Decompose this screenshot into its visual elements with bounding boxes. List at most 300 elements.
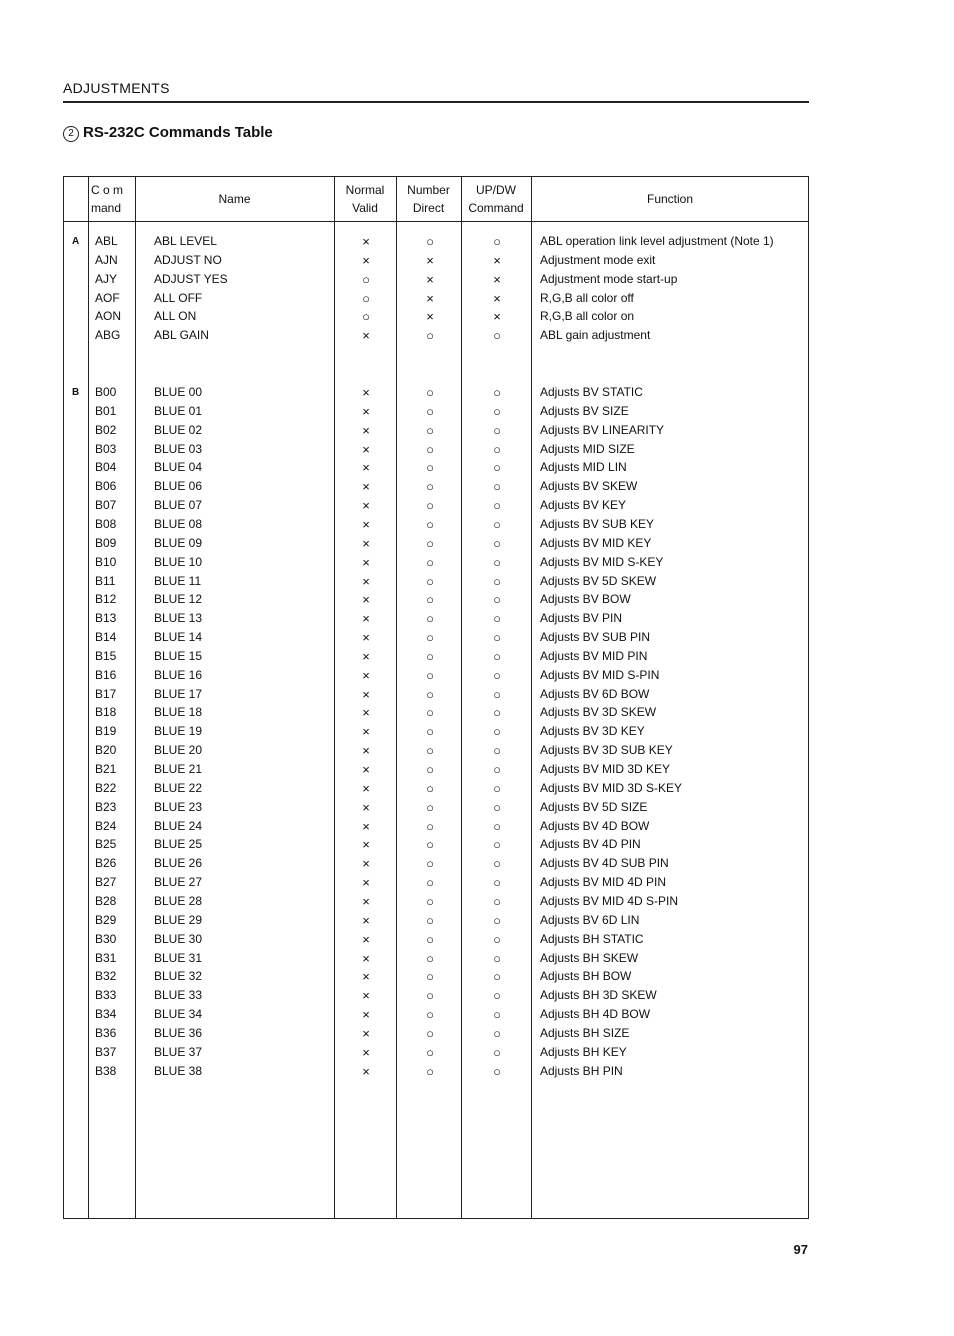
name-cell: BLUE 03 bbox=[154, 441, 203, 456]
command-cell: B27 bbox=[95, 875, 117, 890]
number-direct-cell: ○ bbox=[426, 856, 434, 872]
header-function: Function bbox=[646, 192, 694, 206]
name-cell: BLUE 19 bbox=[154, 724, 203, 739]
normal-valid-cell: × bbox=[362, 441, 370, 457]
command-cell: B10 bbox=[95, 554, 117, 569]
name-cell: BLUE 23 bbox=[154, 799, 203, 814]
command-cell: B23 bbox=[95, 799, 117, 814]
updw-cell: ○ bbox=[493, 686, 501, 702]
command-cell: B19 bbox=[95, 724, 117, 739]
number-direct-cell: ○ bbox=[426, 686, 434, 702]
table-row bbox=[64, 496, 808, 515]
number-direct-cell: ○ bbox=[426, 1007, 434, 1023]
header-normal-valid: Normal Valid bbox=[345, 183, 385, 215]
table-row bbox=[64, 986, 808, 1005]
function-cell: Adjusts BV KEY bbox=[540, 498, 627, 513]
table-row bbox=[64, 289, 808, 308]
function-cell: Adjusts BH KEY bbox=[540, 1044, 627, 1059]
table-row bbox=[64, 232, 808, 251]
command-cell: B06 bbox=[95, 479, 117, 494]
normal-valid-cell: × bbox=[362, 856, 370, 872]
number-direct-cell: ○ bbox=[426, 630, 434, 646]
table-row bbox=[64, 326, 808, 345]
function-cell: Adjusts BV 3D KEY bbox=[540, 724, 645, 739]
number-direct-cell: ○ bbox=[426, 893, 434, 909]
function-cell: Adjusts BH PIN bbox=[540, 1063, 623, 1078]
updw-cell: ○ bbox=[493, 705, 501, 721]
number-direct-cell: ○ bbox=[426, 422, 434, 438]
command-cell: B29 bbox=[95, 912, 117, 927]
normal-valid-cell: ○ bbox=[362, 309, 370, 325]
updw-cell: ○ bbox=[493, 1025, 501, 1041]
function-cell: Adjusts BV SKEW bbox=[540, 479, 638, 494]
normal-valid-cell: × bbox=[362, 1063, 370, 1079]
number-direct-cell: ○ bbox=[426, 912, 434, 928]
function-cell: Adjusts BV MID KEY bbox=[540, 535, 652, 550]
updw-cell: ○ bbox=[493, 498, 501, 514]
table-row bbox=[64, 383, 808, 402]
normal-valid-cell: × bbox=[362, 931, 370, 947]
number-direct-cell: ○ bbox=[426, 648, 434, 664]
updw-cell: ○ bbox=[493, 403, 501, 419]
function-cell: Adjusts BV PIN bbox=[540, 611, 623, 626]
normal-valid-cell: ○ bbox=[362, 271, 370, 287]
normal-valid-cell: × bbox=[362, 988, 370, 1004]
table-row bbox=[64, 760, 808, 779]
normal-valid-cell: × bbox=[362, 498, 370, 514]
table-row bbox=[64, 1005, 808, 1024]
name-cell: BLUE 16 bbox=[154, 667, 203, 682]
updw-cell: ○ bbox=[493, 837, 501, 853]
table-row bbox=[64, 835, 808, 854]
table-row bbox=[64, 892, 808, 911]
function-cell: Adjusts BV 5D SKEW bbox=[540, 573, 657, 588]
name-cell: BLUE 15 bbox=[154, 648, 203, 663]
name-cell: BLUE 13 bbox=[154, 611, 203, 626]
normal-valid-cell: × bbox=[362, 554, 370, 570]
number-direct-cell: ○ bbox=[426, 705, 434, 721]
number-direct-cell: ○ bbox=[426, 441, 434, 457]
updw-cell: ○ bbox=[493, 234, 501, 249]
name-cell: ALL OFF bbox=[154, 290, 203, 305]
group-label: A bbox=[72, 236, 80, 247]
command-cell: ABG bbox=[95, 328, 121, 343]
number-direct-cell: ○ bbox=[426, 460, 434, 476]
normal-valid-cell: × bbox=[362, 328, 370, 344]
table-row bbox=[64, 440, 808, 459]
function-cell: Adjusts BV MID 4D S-PIN bbox=[540, 893, 679, 908]
number-direct-cell: ○ bbox=[426, 498, 434, 514]
normal-valid-cell: × bbox=[362, 893, 370, 909]
number-direct-cell: ○ bbox=[426, 592, 434, 608]
command-cell: B15 bbox=[95, 648, 117, 663]
name-cell: BLUE 12 bbox=[154, 592, 203, 607]
number-direct-cell: ○ bbox=[426, 535, 434, 551]
name-cell: BLUE 20 bbox=[154, 743, 203, 758]
updw-cell: ○ bbox=[493, 818, 501, 834]
command-cell: B11 bbox=[95, 573, 116, 588]
updw-cell: ○ bbox=[493, 611, 501, 627]
name-cell: BLUE 29 bbox=[154, 912, 203, 927]
header-divider bbox=[64, 221, 808, 222]
table-row bbox=[64, 270, 808, 289]
command-cell: B20 bbox=[95, 743, 117, 758]
section-header: ADJUSTMENTS bbox=[63, 80, 170, 96]
normal-valid-cell: × bbox=[362, 743, 370, 759]
normal-valid-cell: × bbox=[362, 799, 370, 815]
command-cell: B37 bbox=[95, 1044, 117, 1059]
function-cell: R,G,B all color on bbox=[540, 309, 635, 324]
command-cell: B34 bbox=[95, 1007, 117, 1022]
updw-cell: ○ bbox=[493, 328, 501, 344]
function-cell: Adjusts BV BOW bbox=[540, 592, 631, 607]
number-direct-cell: ○ bbox=[426, 799, 434, 815]
number-direct-cell: ○ bbox=[426, 611, 434, 627]
number-direct-cell: ○ bbox=[426, 667, 434, 683]
table-row bbox=[64, 967, 808, 986]
command-cell: AON bbox=[95, 309, 122, 324]
function-cell: Adjusts BV 4D BOW bbox=[540, 818, 650, 833]
function-cell: Adjusts BV 5D SIZE bbox=[540, 799, 648, 814]
updw-cell: ○ bbox=[493, 516, 501, 532]
normal-valid-cell: × bbox=[362, 969, 370, 985]
page-number: 97 bbox=[793, 1242, 808, 1257]
function-cell: Adjusts BV SUB PIN bbox=[540, 630, 651, 645]
function-cell: Adjusts BH BOW bbox=[540, 969, 632, 984]
number-direct-cell: ○ bbox=[426, 818, 434, 834]
updw-cell: ○ bbox=[493, 1063, 501, 1079]
function-cell: Adjusts BH SIZE bbox=[540, 1025, 630, 1040]
table-row bbox=[64, 949, 808, 968]
function-cell: Adjusts BH SKEW bbox=[540, 950, 639, 965]
number-direct-cell: × bbox=[426, 252, 434, 268]
table-row bbox=[64, 590, 808, 609]
name-cell: BLUE 10 bbox=[154, 554, 203, 569]
name-cell: ABL LEVEL bbox=[154, 234, 217, 248]
updw-cell: ○ bbox=[493, 988, 501, 1004]
name-cell: BLUE 34 bbox=[154, 1007, 203, 1022]
number-direct-cell: ○ bbox=[426, 988, 434, 1004]
function-cell: Adjusts BV STATIC bbox=[540, 385, 643, 399]
name-cell: BLUE 22 bbox=[154, 780, 203, 795]
updw-cell: ○ bbox=[493, 743, 501, 759]
normal-valid-cell: × bbox=[362, 630, 370, 646]
command-cell: B22 bbox=[95, 780, 117, 795]
name-cell: BLUE 28 bbox=[154, 893, 203, 908]
command-cell: B33 bbox=[95, 988, 117, 1003]
updw-cell: ○ bbox=[493, 931, 501, 947]
table-row bbox=[64, 307, 808, 326]
section-title bbox=[63, 124, 273, 142]
table-row bbox=[64, 911, 808, 930]
updw-cell: ○ bbox=[493, 422, 501, 438]
function-cell: Adjusts BV SUB KEY bbox=[540, 516, 655, 531]
function-cell: Adjustment mode exit bbox=[540, 252, 656, 267]
command-cell: AJY bbox=[95, 271, 118, 286]
table-row bbox=[64, 1024, 808, 1043]
updw-cell: ○ bbox=[493, 893, 501, 909]
table-row bbox=[64, 402, 808, 421]
number-direct-cell: ○ bbox=[426, 234, 434, 249]
name-cell: BLUE 33 bbox=[154, 988, 203, 1003]
normal-valid-cell: × bbox=[362, 837, 370, 853]
normal-valid-cell: × bbox=[362, 648, 370, 664]
function-cell: Adjusts BV MID PIN bbox=[540, 648, 648, 663]
name-cell: BLUE 04 bbox=[154, 460, 203, 475]
table-row bbox=[64, 647, 808, 666]
normal-valid-cell: ○ bbox=[362, 290, 370, 306]
table-row bbox=[64, 628, 808, 647]
name-cell: BLUE 09 bbox=[154, 535, 203, 550]
table-row bbox=[64, 609, 808, 628]
command-cell: B12 bbox=[95, 592, 117, 607]
command-cell: B14 bbox=[95, 630, 117, 645]
number-direct-cell: × bbox=[426, 309, 434, 325]
command-cell: B24 bbox=[95, 818, 117, 833]
function-cell: Adjusts BV LINEARITY bbox=[540, 422, 665, 437]
function-cell: Adjusts BV MID 3D KEY bbox=[540, 762, 671, 776]
normal-valid-cell: × bbox=[362, 1025, 370, 1041]
command-cell: B01 bbox=[95, 403, 117, 418]
number-direct-cell: ○ bbox=[426, 1025, 434, 1041]
table-row bbox=[64, 779, 808, 798]
table-row bbox=[64, 798, 808, 817]
name-cell: BLUE 32 bbox=[154, 969, 203, 984]
command-cell: AOF bbox=[95, 290, 120, 305]
name-cell: BLUE 11 bbox=[154, 573, 202, 588]
command-cell: B00 bbox=[95, 385, 117, 399]
function-cell: Adjustment mode start-up bbox=[540, 271, 678, 286]
name-cell: BLUE 08 bbox=[154, 516, 203, 531]
command-cell: B32 bbox=[95, 969, 117, 984]
updw-cell: ○ bbox=[493, 535, 501, 551]
table-row bbox=[64, 685, 808, 704]
number-direct-cell: ○ bbox=[426, 479, 434, 495]
normal-valid-cell: × bbox=[362, 875, 370, 891]
command-cell: B17 bbox=[95, 686, 117, 701]
number-direct-cell: ○ bbox=[426, 931, 434, 947]
command-cell: B30 bbox=[95, 931, 117, 946]
updw-cell: ○ bbox=[493, 1044, 501, 1060]
name-cell: BLUE 02 bbox=[154, 422, 203, 437]
number-direct-cell: ○ bbox=[426, 950, 434, 966]
command-cell: AJN bbox=[95, 252, 118, 267]
name-cell: BLUE 27 bbox=[154, 875, 203, 890]
section-title-text: RS-232C Commands Table bbox=[83, 124, 273, 141]
normal-valid-cell: × bbox=[362, 592, 370, 608]
normal-valid-cell: × bbox=[362, 516, 370, 532]
normal-valid-cell: × bbox=[362, 667, 370, 683]
table-row bbox=[64, 251, 808, 270]
commands-table bbox=[63, 176, 809, 1219]
command-cell: B04 bbox=[95, 460, 117, 475]
function-cell: Adjusts BV 3D SKEW bbox=[540, 705, 657, 720]
command-cell: B28 bbox=[95, 893, 117, 908]
normal-valid-cell: × bbox=[362, 1007, 370, 1023]
table-row bbox=[64, 534, 808, 553]
updw-cell: ○ bbox=[493, 441, 501, 457]
function-cell: Adjusts BV MID S-KEY bbox=[540, 554, 664, 569]
name-cell: BLUE 21 bbox=[154, 762, 203, 776]
number-direct-cell: ○ bbox=[426, 1063, 434, 1079]
name-cell: BLUE 37 bbox=[154, 1044, 203, 1059]
header-number-direct: Number Direct bbox=[407, 183, 450, 215]
name-cell: BLUE 30 bbox=[154, 931, 203, 946]
function-cell: Adjusts BV SIZE bbox=[540, 403, 629, 418]
name-cell: BLUE 26 bbox=[154, 856, 203, 871]
number-direct-cell: × bbox=[426, 271, 434, 287]
function-cell: Adjusts BH 3D SKEW bbox=[540, 988, 657, 1003]
function-cell: Adjusts BV 3D SUB KEY bbox=[540, 743, 673, 758]
updw-cell: ○ bbox=[493, 969, 501, 985]
normal-valid-cell: × bbox=[362, 780, 370, 796]
function-cell: Adjusts BH STATIC bbox=[540, 931, 644, 946]
normal-valid-cell: × bbox=[362, 724, 370, 740]
function-cell: Adjusts MID SIZE bbox=[540, 441, 635, 456]
updw-cell: ○ bbox=[493, 385, 501, 400]
normal-valid-cell: × bbox=[362, 460, 370, 476]
command-cell: ABL bbox=[95, 234, 118, 248]
normal-valid-cell: × bbox=[362, 912, 370, 928]
table-row bbox=[64, 666, 808, 685]
number-direct-cell: ○ bbox=[426, 403, 434, 419]
name-cell: ABL GAIN bbox=[154, 328, 209, 343]
name-cell: BLUE 18 bbox=[154, 705, 203, 720]
function-cell: Adjusts BV MID S-PIN bbox=[540, 667, 660, 682]
table-row bbox=[64, 854, 808, 873]
function-cell: Adjusts BV 4D PIN bbox=[540, 837, 641, 852]
command-cell: B03 bbox=[95, 441, 117, 456]
number-direct-cell: ○ bbox=[426, 724, 434, 740]
command-cell: B25 bbox=[95, 837, 117, 852]
table-row bbox=[64, 572, 808, 591]
normal-valid-cell: × bbox=[362, 535, 370, 551]
normal-valid-cell: × bbox=[362, 479, 370, 495]
normal-valid-cell: × bbox=[362, 611, 370, 627]
updw-cell: ○ bbox=[493, 460, 501, 476]
command-cell: B13 bbox=[95, 611, 117, 626]
table-row bbox=[64, 421, 808, 440]
updw-cell: ○ bbox=[493, 479, 501, 495]
table-row bbox=[64, 722, 808, 741]
command-cell: B18 bbox=[95, 705, 117, 720]
table-row bbox=[64, 930, 808, 949]
updw-cell: ○ bbox=[493, 648, 501, 664]
normal-valid-cell: × bbox=[362, 573, 370, 589]
updw-cell: ○ bbox=[493, 554, 501, 570]
header-name: Name bbox=[218, 192, 251, 206]
command-cell: B07 bbox=[95, 498, 117, 513]
number-direct-cell: ○ bbox=[426, 762, 434, 777]
number-direct-cell: ○ bbox=[426, 328, 434, 344]
function-cell: Adjusts MID LIN bbox=[540, 460, 627, 475]
command-cell: B02 bbox=[95, 422, 117, 437]
updw-cell: ○ bbox=[493, 912, 501, 928]
name-cell: BLUE 36 bbox=[154, 1025, 203, 1040]
function-cell: Adjusts BV MID 3D S-KEY bbox=[540, 780, 683, 795]
number-direct-cell: ○ bbox=[426, 1044, 434, 1060]
number-direct-cell: ○ bbox=[426, 573, 434, 589]
header-command: C o m mand bbox=[91, 183, 124, 215]
updw-cell: ○ bbox=[493, 762, 501, 777]
command-cell: B21 bbox=[95, 762, 117, 776]
normal-valid-cell: × bbox=[362, 234, 370, 249]
number-direct-cell: ○ bbox=[426, 837, 434, 853]
name-cell: BLUE 14 bbox=[154, 630, 203, 645]
command-cell: B16 bbox=[95, 667, 117, 682]
table-row bbox=[64, 703, 808, 722]
function-cell: Adjusts BV 4D SUB PIN bbox=[540, 856, 669, 871]
normal-valid-cell: × bbox=[362, 422, 370, 438]
name-cell: BLUE 00 bbox=[154, 385, 203, 399]
function-cell: ABL operation link level adjustment (Note 1) bbox=[540, 234, 774, 248]
normal-valid-cell: × bbox=[362, 385, 370, 400]
updw-cell: × bbox=[493, 252, 501, 268]
normal-valid-cell: × bbox=[362, 403, 370, 419]
command-cell: B38 bbox=[95, 1063, 117, 1078]
table-row bbox=[64, 553, 808, 572]
number-direct-cell: ○ bbox=[426, 516, 434, 532]
normal-valid-cell: × bbox=[362, 762, 370, 777]
number-direct-cell: ○ bbox=[426, 385, 434, 400]
header-rule bbox=[63, 101, 809, 103]
name-cell: BLUE 38 bbox=[154, 1063, 203, 1078]
name-cell: BLUE 24 bbox=[154, 818, 203, 833]
updw-cell: × bbox=[493, 290, 501, 306]
normal-valid-cell: × bbox=[362, 950, 370, 966]
group-label: B bbox=[72, 387, 80, 398]
table-row bbox=[64, 477, 808, 496]
normal-valid-cell: × bbox=[362, 818, 370, 834]
table-row bbox=[64, 1043, 808, 1062]
number-direct-cell: ○ bbox=[426, 554, 434, 570]
number-direct-cell: ○ bbox=[426, 743, 434, 759]
name-cell: BLUE 01 bbox=[154, 403, 203, 418]
updw-cell: ○ bbox=[493, 724, 501, 740]
header-updw-command: UP/DW Command bbox=[468, 183, 524, 215]
updw-cell: ○ bbox=[493, 875, 501, 891]
number-direct-cell: ○ bbox=[426, 780, 434, 796]
name-cell: ADJUST NO bbox=[154, 252, 222, 267]
normal-valid-cell: × bbox=[362, 686, 370, 702]
number-direct-cell: ○ bbox=[426, 875, 434, 891]
table-row bbox=[64, 817, 808, 836]
updw-cell: ○ bbox=[493, 799, 501, 815]
command-cell: B31 bbox=[95, 950, 117, 965]
name-cell: BLUE 25 bbox=[154, 837, 203, 852]
table-row bbox=[64, 873, 808, 892]
updw-cell: ○ bbox=[493, 950, 501, 966]
updw-cell: ○ bbox=[493, 780, 501, 796]
name-cell: ALL ON bbox=[154, 309, 197, 324]
normal-valid-cell: × bbox=[362, 705, 370, 721]
updw-cell: ○ bbox=[493, 592, 501, 608]
name-cell: BLUE 06 bbox=[154, 479, 203, 494]
command-cell: B26 bbox=[95, 856, 117, 871]
updw-cell: × bbox=[493, 309, 501, 325]
updw-cell: ○ bbox=[493, 856, 501, 872]
name-cell: ADJUST YES bbox=[154, 271, 228, 286]
table-row bbox=[64, 741, 808, 760]
number-direct-cell: ○ bbox=[426, 969, 434, 985]
normal-valid-cell: × bbox=[362, 1044, 370, 1060]
number-direct-cell: × bbox=[426, 290, 434, 306]
function-cell: ABL gain adjustment bbox=[540, 328, 651, 343]
table-row bbox=[64, 458, 808, 477]
updw-cell: ○ bbox=[493, 573, 501, 589]
name-cell: BLUE 17 bbox=[154, 686, 203, 701]
command-cell: B36 bbox=[95, 1025, 117, 1040]
